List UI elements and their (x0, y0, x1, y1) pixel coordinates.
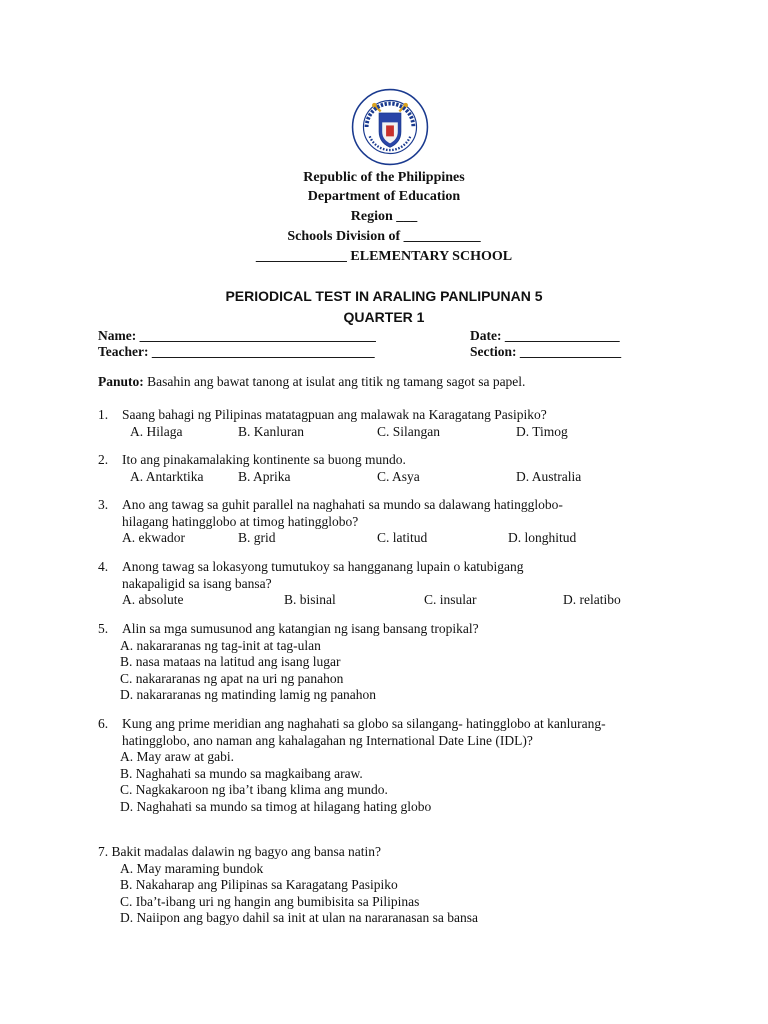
option-a: A. May araw at gabi. (120, 749, 234, 764)
option-d: D. nakararanas ng matinding lamig ng panahon (120, 687, 377, 702)
question-number: 4. (98, 559, 109, 574)
option-a: A. Hilaga (130, 423, 183, 439)
question-text: Anong tawag sa lokasyong tumutukoy sa hangganang lupain o katubigang nakapaligid sa isang bansa? (122, 559, 524, 591)
instructions (98, 374, 525, 390)
question-2 (98, 452, 658, 486)
question-text: Saang bahagi ng Pilipinas matatagpuan ang malawak na Karagatang Pasipiko? (122, 407, 547, 422)
option-c: C. insular (424, 592, 477, 607)
header-school: _____________ ELEMENTARY SCHOOL (255, 249, 513, 264)
deped-seal-logo (351, 88, 429, 166)
date-field: Date: _________________ (470, 328, 620, 343)
question-number: 1. (98, 407, 109, 422)
question-text: Ano ang tawag sa guhit parallel na naghahati sa mundo sa dalawang hatingglobo- hilagang hatingglobo at timog hatingglobo? (122, 497, 563, 529)
option-d: D. Naiipon ang bagyo dahil sa init at ulan na nararanasan sa bansa (120, 910, 479, 925)
question-text: Alin sa mga sumusunod ang katangian ng isang bansang tropikal? (122, 621, 479, 636)
option-a: A. absolute (122, 592, 184, 607)
option-c: C. latitud (377, 530, 428, 545)
question-stem (98, 621, 658, 638)
option-c: C. Silangan (377, 423, 440, 439)
option-b: B. nasa mataas na latitud ang isang lugar (120, 654, 341, 669)
question-stem (98, 452, 658, 469)
question-3 (98, 497, 577, 547)
option-b: B. Aprika (238, 468, 291, 484)
header-division: Schools Division of ___________ (287, 229, 481, 244)
instructions-label: Panuto: (98, 374, 144, 389)
option-d: D. Timog (516, 423, 568, 439)
question-6 (98, 716, 618, 815)
option-a: A. nakararanas ng tag-init at tag-ulan (120, 637, 321, 653)
name-field: Name: ___________________________________ (98, 328, 376, 343)
option-a: A. Antarktika (130, 468, 204, 484)
option-b: B. Nakaharap ang Pilipinas sa Karagatang Pasipiko (120, 877, 398, 892)
option-b: B. Kanluran (238, 423, 304, 439)
question-4 (98, 559, 621, 609)
option-d: D. relatibo (563, 592, 621, 607)
header-department: Department of Education (307, 189, 461, 204)
option-a: A. ekwador (122, 530, 185, 545)
question-text: 7. Bakit madalas dalawin ng bagyo ang bansa natin? (98, 844, 382, 859)
option-c: C. Iba’t-ibang uri ng hangin ang bumibisita sa Pilipinas (120, 893, 420, 909)
option-b: B. Naghahati sa mundo sa magkaibang araw. (120, 765, 363, 781)
option-c: C. Asya (377, 468, 420, 484)
header-republic: Republic of the Philippines (303, 170, 465, 185)
question-number: 3. (98, 497, 109, 512)
option-d: D. longhitud (508, 530, 577, 545)
option-a: A. May maraming bundok (120, 860, 264, 876)
header-region: Region ___ (350, 209, 418, 224)
question-stem (98, 716, 618, 749)
question-text: Kung ang prime meridian ang naghahati sa globo sa silangang- hatingglobo at kanlurang- hatingglobo, ano naman ang kahalagahan ng International Date Line (IDL)? (122, 716, 606, 748)
question-stem (98, 844, 658, 861)
question-stem (98, 497, 568, 530)
question-number: 2. (98, 452, 109, 467)
option-b: B. bisinal (284, 592, 336, 607)
question-number: 6. (98, 716, 109, 731)
option-b: B. grid (238, 530, 276, 545)
question-text: Ito ang pinakamalaking kontinente sa buong mundo. (122, 452, 406, 467)
question-stem (98, 407, 658, 424)
option-d: D. Australia (516, 468, 582, 484)
section-field: Section: _______________ (470, 344, 622, 359)
option-c: C. nakararanas ng apat na uri ng panahon (120, 670, 344, 686)
question-number: 5. (98, 621, 109, 636)
question-stem (98, 559, 538, 592)
instructions-text: Basahin ang bawat tanong at isulat ang titik ng tamang sagot sa papel. (143, 374, 526, 389)
test-quarter: QUARTER 1 (343, 309, 425, 325)
question-5 (98, 621, 658, 704)
question-1 (98, 407, 658, 441)
option-d: D. Naghahati sa mundo sa timog at hilagang hating globo (120, 798, 432, 814)
test-title: PERIODICAL TEST IN ARALING PANLIPUNAN 5 (225, 288, 543, 304)
question-7 (98, 844, 658, 927)
option-c: C. Nagkakaroon ng iba’t ibang klima ang mundo. (120, 782, 388, 797)
teacher-field: Teacher: _________________________________ (98, 344, 375, 359)
